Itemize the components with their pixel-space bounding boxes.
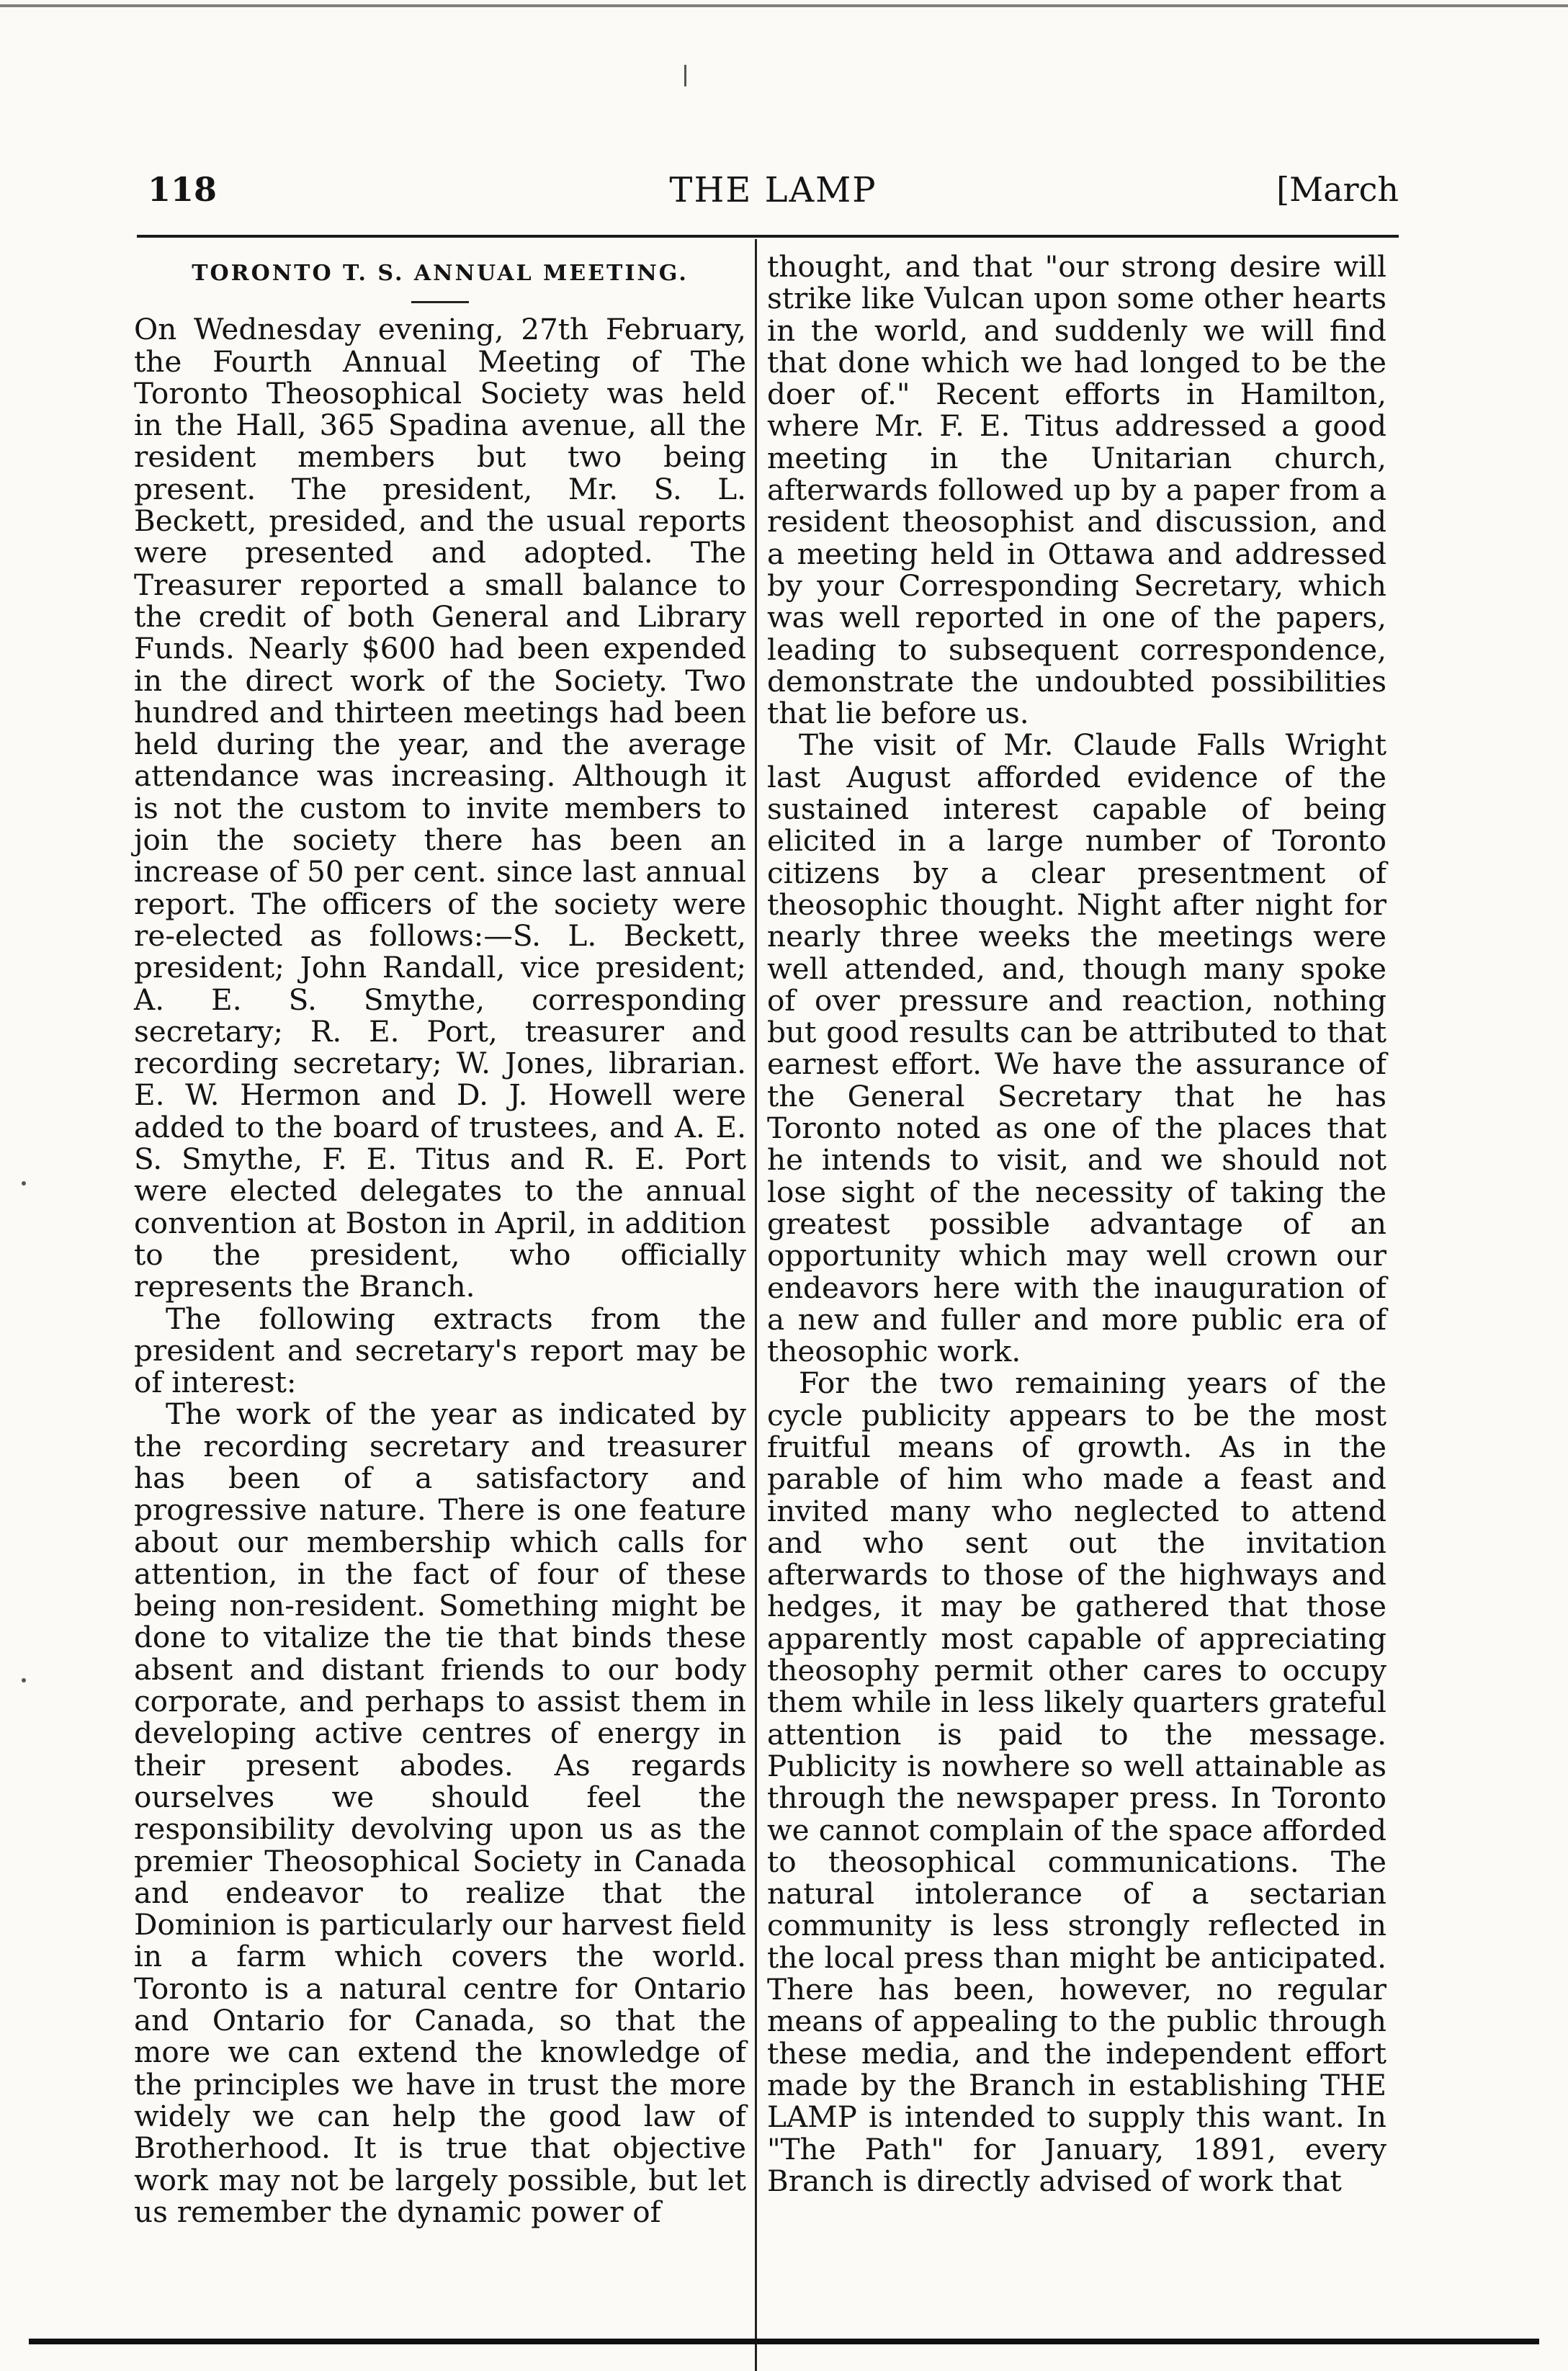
article-heading: TORONTO T. S. ANNUAL MEETING. xyxy=(192,261,689,286)
scan-speck xyxy=(684,65,686,86)
right-column xyxy=(767,251,1386,2197)
scan-speck xyxy=(22,1678,26,1682)
column-divider xyxy=(755,239,757,2371)
issue-month: [March xyxy=(1276,170,1399,209)
paragraph: thought, and that "our strong desire will strike like Vulcan upon some other hearts in the world, and suddenly we will find that done which we had longed to be the doer of." Recent efforts in Hamilton, where Mr. F. E. Titus addressed a good meeting in the Unitarian church, afterwards followed up by a paper from a resident theosophist and discussion, and a meeting held in Ottawa and addressed by your Corresponding Secretary, which was well reported in one of the papers, leading to subsequent correspondence, demonstrate the undoubted possibilities that lie before us. xyxy=(767,249,1386,731)
paragraph: The work of the year as indicated by the recording secretary and treasurer has been of a satisfactory and progressive nature. There is one feature about our membership which calls for attention, in the fact of four of these being non-resident. Something might be done to vitalize the tie that binds these absent and distant friends to our body corporate, and perhaps to assist them in developing active centres of energy in their present abodes. As regards ourselves we should feel the responsibility devolving upon us as the premier Theosophical Society in Canada and endeavor to realize that the Dominion is particularly our harvest field in a farm which covers the world. Toronto is a natural centre for Ontario and Ontario for Canada, so that the more we can extend the knowledge of the principles we have in trust the more widely we can help the good law of Brotherhood. It is true that objective work may not be largely possible, but let us remember the dynamic power of xyxy=(134,1397,746,2229)
page-number: 118 xyxy=(148,170,218,209)
paragraph: For the two remaining years of the cycle publicity appears to be the most fruitful means of growth. As in the parable of him who made a feast and invited many who neglected to attend and who sent out the invitation afterwards to those of the highways and hedges, it may be gathered that those apparently most capable of appreciating theosophy permit other cares to occupy them while in less likely quarters grateful attention is paid to the message. Publicity is nowhere so well attainable as through the newspaper press. In Toronto we cannot complain of the space afforded to theosophical communications. The natural intolerance of a sectarian community is less strongly reflected in the local press than might be anticipated. There has been, however, no regular means of appealing to the public through these media, and the independent effort made by the Branch in establishing THE LAMP is intended to supply this want. In "The Path" for January, 1891, every Branch is directly advised of work that xyxy=(767,1366,1386,2198)
running-header xyxy=(148,170,1399,213)
top-edge-rule xyxy=(0,4,1568,7)
bottom-edge-rule xyxy=(29,2339,1539,2344)
journal-title: THE LAMP xyxy=(669,170,877,210)
header-rule xyxy=(137,235,1399,238)
left-column xyxy=(134,251,746,2228)
scan-speck xyxy=(22,1181,26,1186)
heading-dash xyxy=(411,301,469,303)
paragraph: On Wednesday evening, 27th February, the Fourth Annual Meeting of The Toronto Theosophical Society was held in the Hall, 365 Spadina avenue, all the resident members but two being present. The president, Mr. S. L. Beckett, presided, and the usual reports were presented and adopted. The Treasurer reported a small balance to the credit of both General and Library Funds. Nearly $600 had been expended in the direct work of the Society. Two hundred and thirteen meetings had been held during the year, and the average attendance was increasing. Although it is not the custom to invite members to join the society there has been an increase of 50 per cent. since last annual report. The officers of the society were re-elected as follows:—S. L. Beckett, president; John Randall, vice president; A. E. S. Smythe, corresponding secretary; R. E. Port, treasurer and recording secretary; W. Jones, librarian. E. W. Hermon and D. J. Howell were added to the board of trustees, and A. E. S. Smythe, F. E. Titus and R. E. Port were elected delegates to the annual convention at Boston in April, in addition to the president, who officially represents the Branch. xyxy=(134,312,746,1304)
paragraph: The visit of Mr. Claude Falls Wright last August afforded evidence of the sustained interest capable of being elicited in a large number of Toronto citizens by a clear presentment of theosophic thought. Night after night for nearly three weeks the meetings were well attended, and, though many spoke of over pressure and reaction, nothing but good results can be attributed to that earnest effort. We have the assurance of the General Secretary that he has Toronto noted as one of the places that he intends to visit, and we should not lose sight of the necessity of taking the greatest possible advantage of an opportunity which may well crown our endeavors here with the inauguration of a new and fuller and more public era of theosophic work. xyxy=(767,727,1386,1369)
paragraph: The following extracts from the president and secretary's report may be of interest: xyxy=(134,1301,746,1400)
